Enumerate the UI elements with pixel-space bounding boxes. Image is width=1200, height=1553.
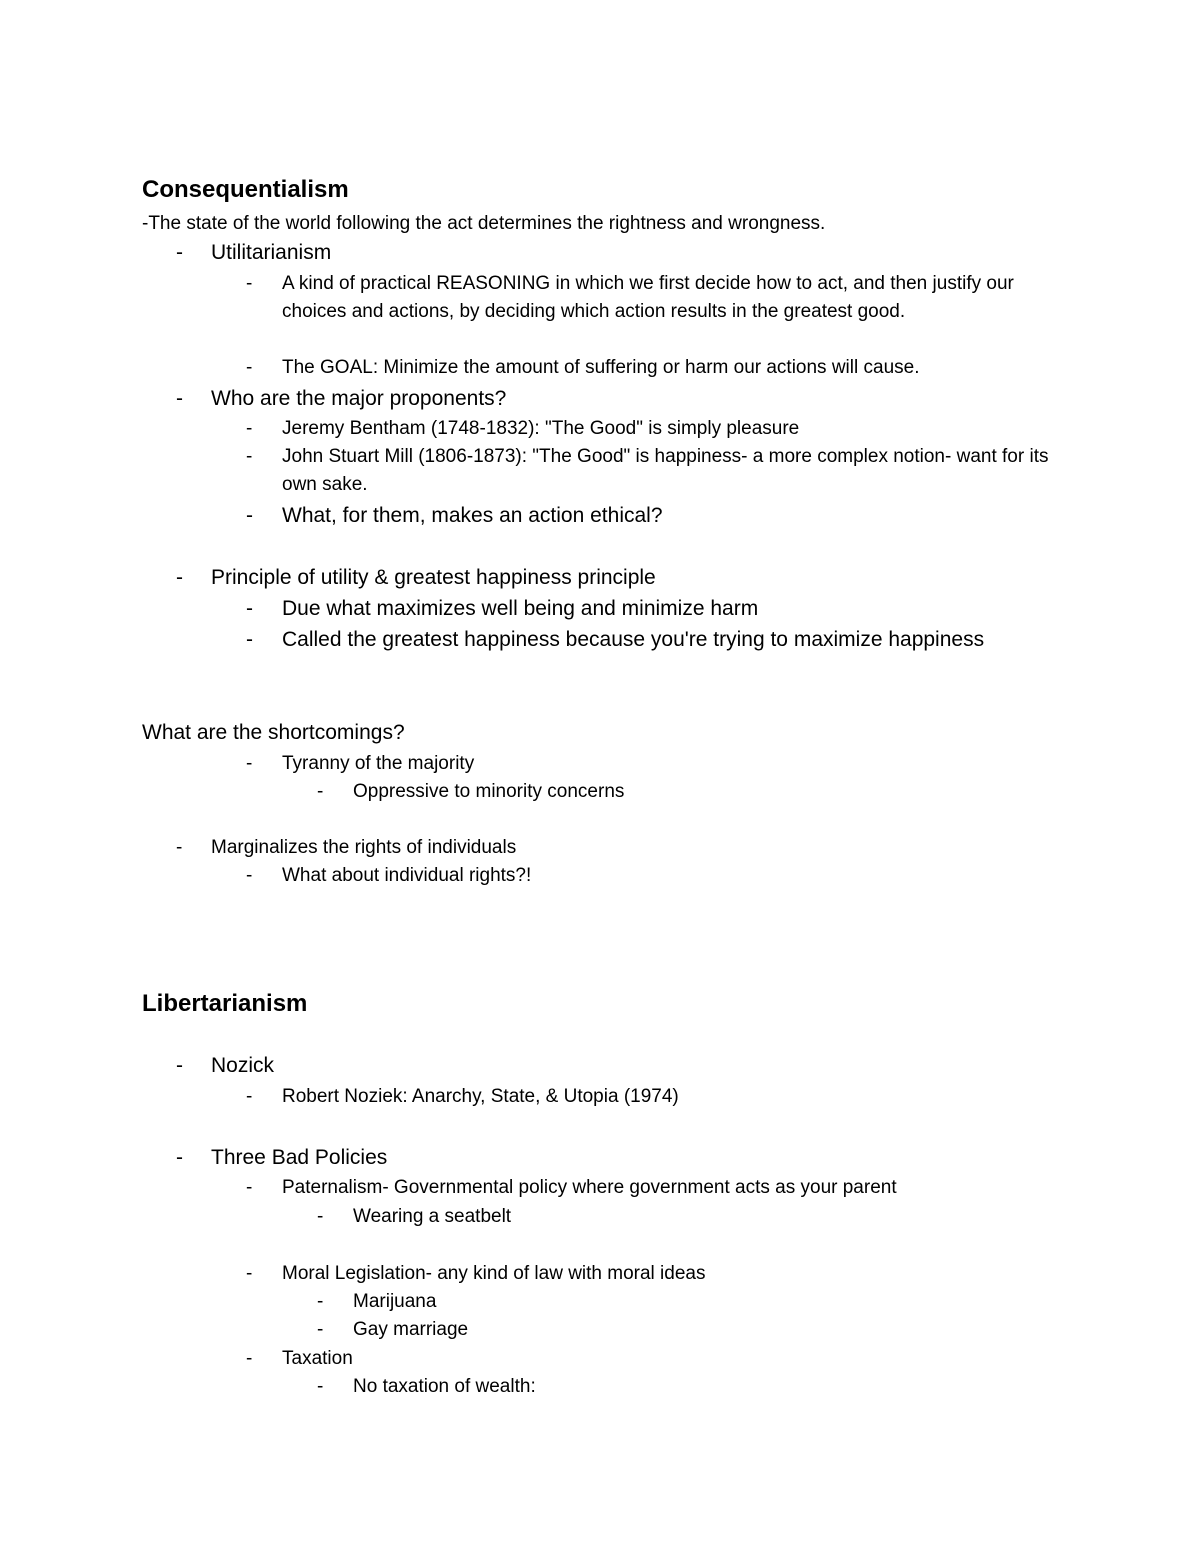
bullet-dash: -	[246, 446, 253, 467]
bullet-dash: -	[317, 1206, 324, 1227]
list-item-mill: John Stuart Mill (1806-1873): "The Good" is happiness- a more complex notion- want for its own sake.	[282, 446, 1049, 495]
bullet-dash: -	[246, 1263, 253, 1284]
list-item-robert: Robert Noziek: Anarchy, State, & Utopia (1974)	[282, 1086, 679, 1107]
bullet-dash: -	[246, 628, 253, 651]
bullet-dash: -	[246, 1177, 253, 1198]
bullet-dash: -	[246, 865, 253, 886]
bullet-dash: -	[176, 837, 183, 858]
list-item-individual-rights: What about individual rights?!	[282, 865, 532, 886]
bullet-dash: -	[246, 418, 253, 439]
bullet-dash: -	[317, 1291, 324, 1312]
bullet-dash: -	[317, 1376, 324, 1397]
bullet-dash: -	[246, 753, 253, 774]
list-item-ethical-question: What, for them, makes an action ethical?	[282, 504, 663, 527]
bullet-dash: -	[246, 1348, 253, 1369]
list-item-called: Called the greatest happiness because you're trying to maximize happiness	[282, 628, 985, 651]
bullet-dash: -	[176, 1146, 183, 1169]
bullet-dash: -	[246, 1086, 253, 1107]
list-item-paternalism: Paternalism- Governmental policy where government acts as your parent	[282, 1177, 897, 1198]
list-item-tyranny: Tyranny of the majority	[282, 753, 475, 774]
list-item-gay-marriage: Gay marriage	[353, 1319, 469, 1340]
bullet-dash: -	[317, 781, 324, 802]
bullet-dash: -	[246, 357, 253, 378]
list-item-three-bad: Three Bad Policies	[211, 1146, 388, 1169]
bullet-dash: -	[246, 273, 253, 294]
list-item-moral-legislation: Moral Legislation- any kind of law with moral ideas	[282, 1263, 706, 1284]
bullet-dash: -	[176, 387, 183, 410]
list-item-oppressive: Oppressive to minority concerns	[353, 781, 625, 802]
list-item-bentham: Jeremy Bentham (1748-1832): "The Good" is simply pleasure	[282, 418, 800, 439]
list-item-taxation: Taxation	[282, 1348, 353, 1369]
list-item-seatbelt: Wearing a seatbelt	[353, 1206, 512, 1227]
list-item-utilitarianism: Utilitarianism	[211, 241, 332, 264]
section-heading-consequentialism: Consequentialism	[142, 176, 349, 203]
bullet-dash: -	[176, 1054, 183, 1077]
list-item-proponents: Who are the major proponents?	[211, 387, 507, 410]
bullet-dash: -	[176, 566, 183, 589]
bullet-dash: -	[246, 504, 253, 527]
list-item-marijuana: Marijuana	[353, 1291, 437, 1312]
list-item-marginalizes: Marginalizes the rights of individuals	[211, 837, 517, 858]
bullet-dash: -	[176, 241, 183, 264]
list-item-principle: Principle of utility & greatest happiness principle	[211, 566, 656, 589]
list-item-nozick: Nozick	[211, 1054, 275, 1077]
list-item-no-taxation: No taxation of wealth:	[353, 1376, 536, 1397]
list-item-goal: The GOAL: Minimize the amount of suffering or harm our actions will cause.	[282, 357, 920, 378]
section-heading-libertarianism: Libertarianism	[142, 990, 308, 1017]
intro-text: -The state of the world following the act determines the rightness and wrongness.	[142, 213, 826, 234]
bullet-dash: -	[317, 1319, 324, 1340]
bullet-dash: -	[246, 597, 253, 620]
list-item-practical-reasoning: A kind of practical REASONING in which we first decide how to act, and then justify our choices and actions, by deciding which action results in the greatest good.	[282, 273, 1014, 322]
list-item-due: Due what maximizes well being and minimize harm	[282, 597, 759, 620]
shortcomings-question: What are the shortcomings?	[142, 721, 405, 744]
